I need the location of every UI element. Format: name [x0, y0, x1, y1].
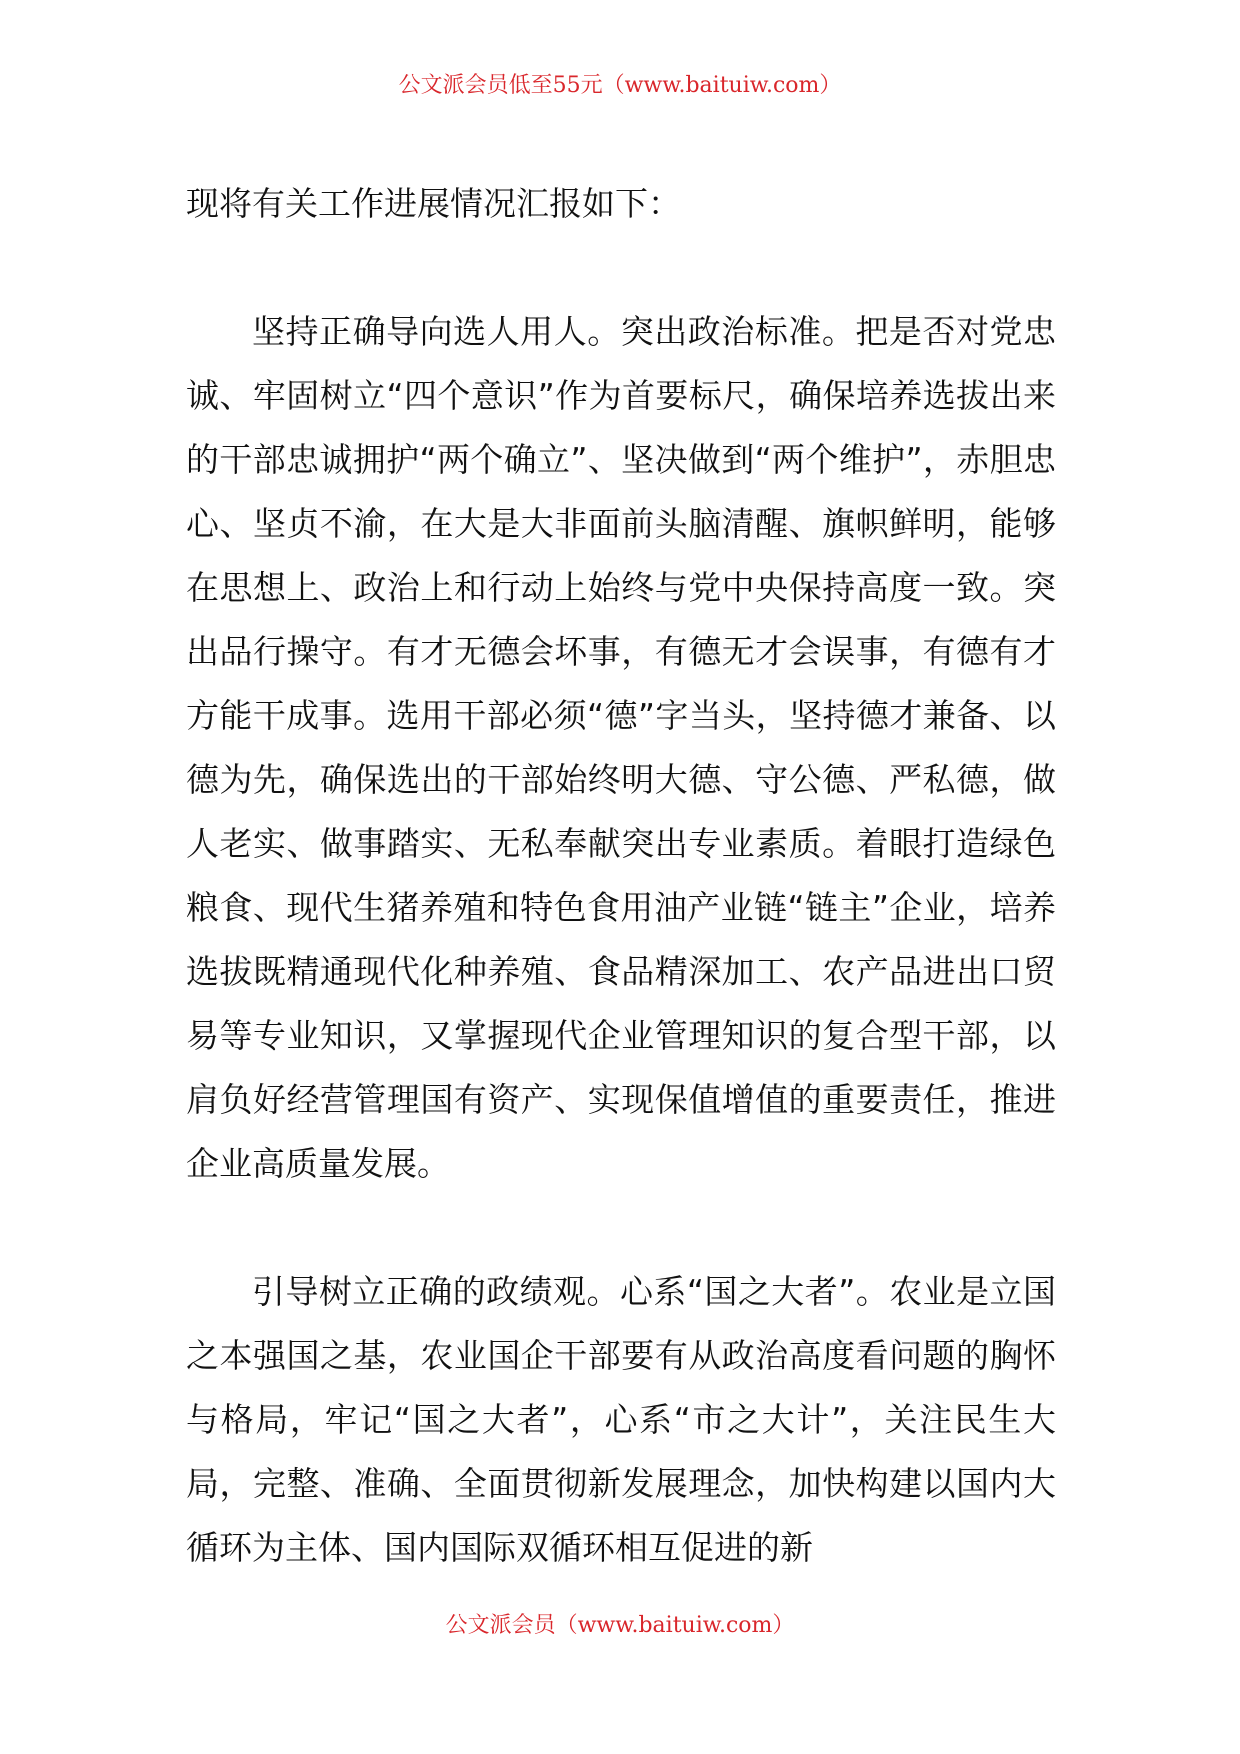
paragraph-performance-view: 引导树立正确的政绩观。心系“国之大者”。农业是立国之本强国之基，农业国企干部要有从政治高度看问题的胸怀与格局，牢记“国之大者”，心系“市之大计”，关注民生大局，完整、准确、全面贯彻新发展理念，加快构建以国内大循环为主体、国内国际双循环相互促进的新 [186, 1272, 1056, 1567]
document-body [186, 172, 1056, 1580]
paragraph-selection-criteria: 坚持正确导向选人用人。突出政治标准。把是否对党忠诚、牢固树立“四个意识”作为首要标尺，确保培养选拔出来的干部忠诚拥护“两个确立”、坚决做到“两个维护”，赤胆忠心、坚贞不渝，在大是大非面前头脑清醒、旗帜鲜明，能够在思想上、政治上和行动上始终与党中央保持高度一致。突出品行操守。有才无德会坏事，有德无才会误事，有德有才方能干成事。选用干部必须“德”字当头，坚持德才兼备、以德为先，确保选出的干部始终明大德、守公德、严私德，做人老实、做事踏实、无私奉献突出专业素质。着眼打造绿色粮食、现代生猪养殖和特色食用油产业链“链主”企业，培养选拔既精通现代化种养殖、食品精深加工、农产品进出口贸易等专业知识，又掌握现代企业管理知识的复合型干部，以肩负好经营管理国有资产、实现保值增值的重要责任，推进企业高质量发展。 [186, 312, 1056, 1183]
page-footer-watermark: 公文派会员（www.baituiw.com） [445, 1613, 795, 1638]
intro-sentence: 现将有关工作进展情况汇报如下： [186, 184, 681, 223]
page-header-watermark: 公文派会员低至55元（www.baituiw.com） [398, 73, 842, 98]
